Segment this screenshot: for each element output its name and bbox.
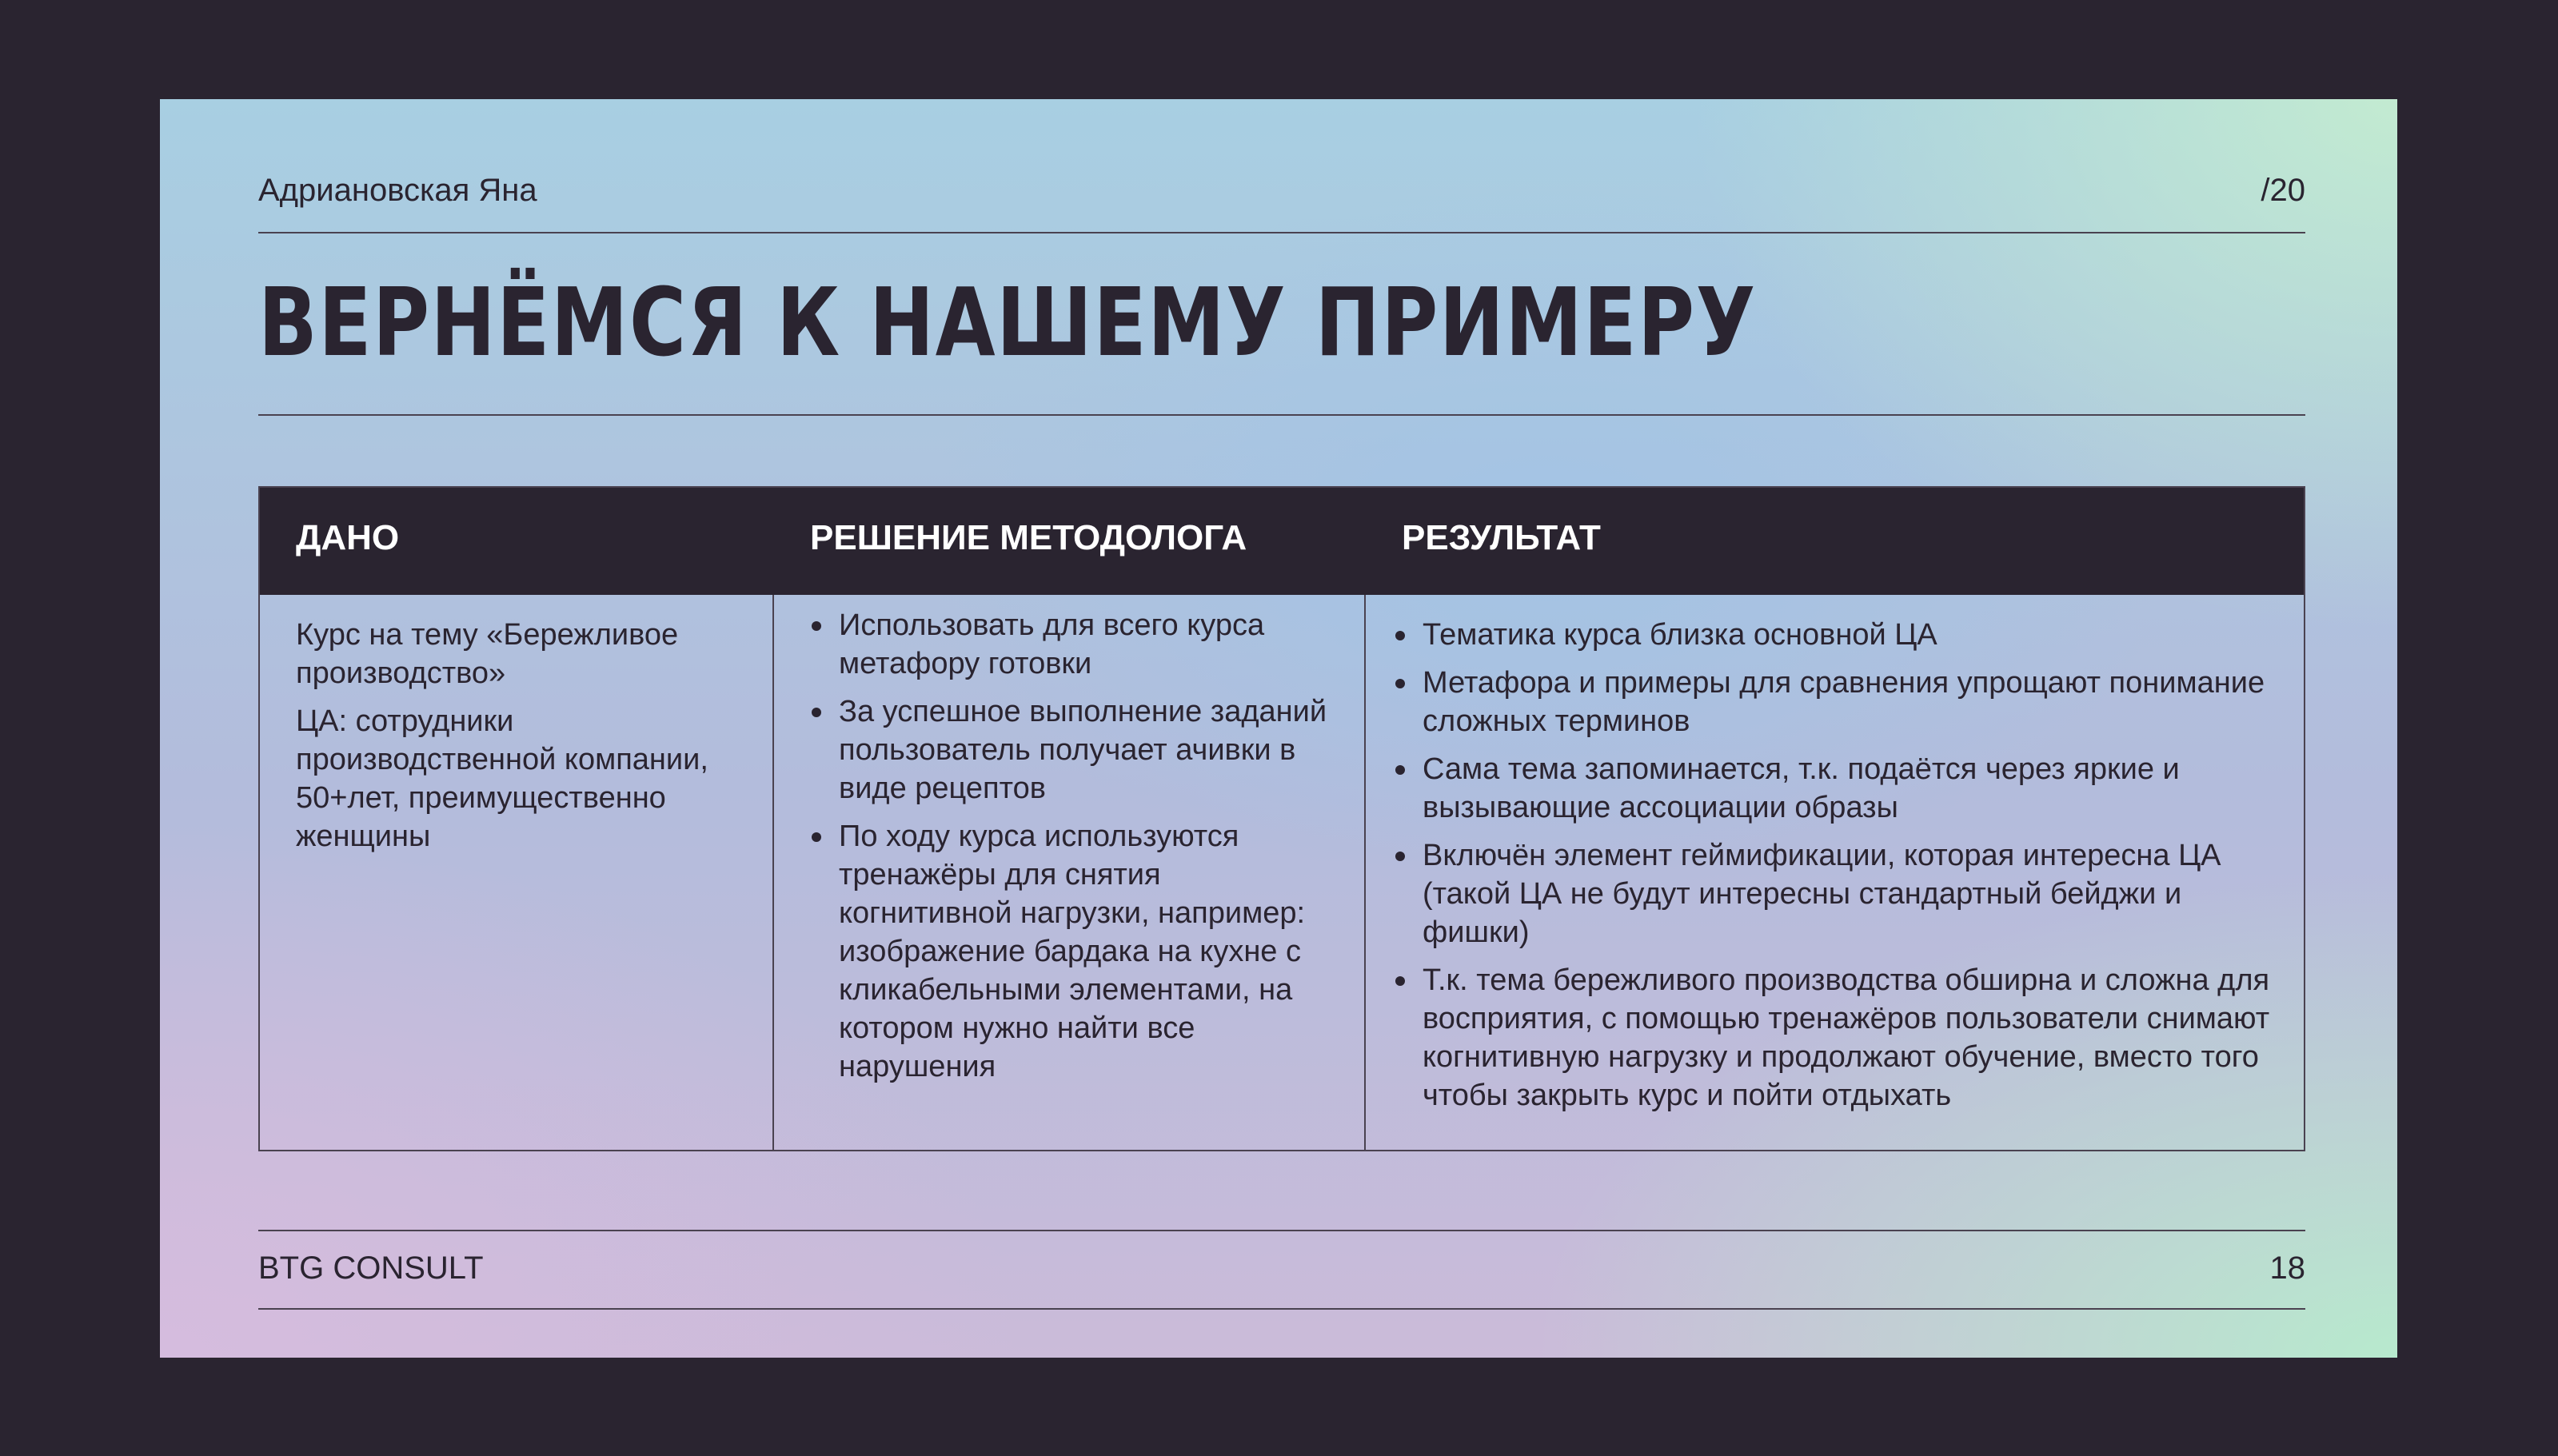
comparison-table [258, 486, 2305, 1151]
list-item: Сама тема запоминается, т.к. подаётся через яркие и вызывающие ассоциации образы [1394, 750, 2289, 827]
solution-cell [810, 606, 1334, 1095]
author-name: Адриановская Яна [258, 173, 537, 208]
top-divider [258, 232, 2305, 233]
list-item: Т.к. тема бережливого производства обширна и сложна для восприятия, с помощью тренажёров пользователи снимают когнитивную нагрузку и продолжают обучение, вместо того чтобы закрыть курс и пойти отдыхать [1394, 961, 2289, 1115]
table-header [260, 488, 2304, 595]
column-divider [1364, 595, 1366, 1150]
column-header-given: ДАНО [296, 518, 400, 557]
list-item: По ходу курса используются тренажёры для снятия когнитивной нагрузки, например: изображение бардака на кухне с кликабельными элементами, на котором нужно найти все нарушения [810, 817, 1334, 1086]
page-number: 18 [2269, 1251, 2305, 1286]
footer-divider-bottom [258, 1308, 2305, 1310]
list-item: Использовать для всего курса метафору готовки [810, 606, 1334, 683]
list-item: Метафора и примеры для сравнения упрощают понимание сложных терминов [1394, 664, 2289, 740]
result-cell [1394, 616, 2289, 1124]
given-topic: Курс на тему «Бережливое производство» [296, 618, 679, 690]
slide [160, 99, 2397, 1358]
total-pages: /20 [2261, 173, 2305, 208]
title-divider [258, 414, 2305, 416]
footer-divider-top [258, 1230, 2305, 1231]
list-item: За успешное выполнение заданий пользователь получает ачивки в виде рецептов [810, 692, 1334, 808]
slide-title: ВЕРНЁМСЯ К НАШЕМУ ПРИМЕРУ [258, 267, 1757, 377]
brand-name: BTG CONSULT [258, 1251, 484, 1286]
given-audience: ЦА: сотрудники производственной компании, 50+лет, преимущественно женщины [296, 704, 708, 853]
column-header-solution: РЕШЕНИЕ МЕТОДОЛОГА [810, 518, 1247, 557]
list-item: Включён элемент геймификации, которая интересна ЦА (такой ЦА не будут интересны стандартный бейджи и фишки) [1394, 836, 2289, 951]
given-cell [296, 616, 744, 865]
list-item: Тематика курса близка основной ЦА [1394, 616, 2289, 654]
column-divider [772, 595, 774, 1150]
column-header-result: РЕЗУЛЬТАТ [1402, 518, 1601, 557]
